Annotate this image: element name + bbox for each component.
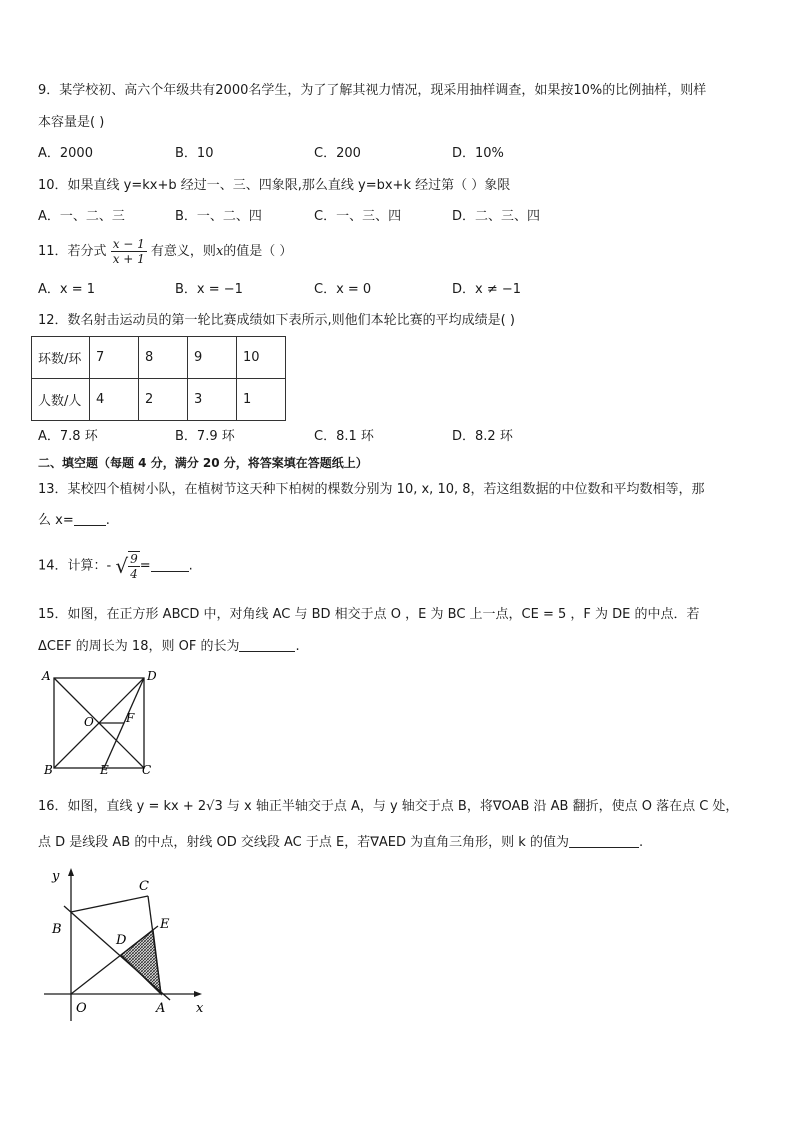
q12-score-table xyxy=(31,336,286,421)
q14-fraction xyxy=(128,551,140,581)
q16-label-y: y xyxy=(52,869,60,884)
q12-stem: 12．数名射击运动员的第一轮比赛成绩如下表所示,则他们本轮比赛的平均成绩是( ) xyxy=(38,313,515,328)
q15-prefix: ΔCEF 的周长为 18，则 OF 的长为 xyxy=(38,639,240,654)
q11-options xyxy=(38,281,758,299)
q16-segment-bc xyxy=(71,896,148,912)
q11-option-b: B．x = −1 xyxy=(175,282,243,297)
q16-label-d: D xyxy=(116,933,127,948)
q15-label-e: E xyxy=(100,763,109,777)
q14-answer-blank xyxy=(151,558,189,572)
q15-stem-line2 xyxy=(38,638,300,656)
q9-options xyxy=(38,145,758,163)
q12-option-b: B．7.9 环 xyxy=(175,429,235,444)
q15-suffix: . xyxy=(295,639,300,654)
q11-fraction xyxy=(111,237,147,266)
q9-option-d: D．10% xyxy=(452,146,504,161)
table-cell: 10 xyxy=(237,337,286,379)
table-cell: 7 xyxy=(90,337,139,379)
q11-option-c: C．x = 0 xyxy=(314,282,372,297)
q15-label-b: B xyxy=(44,763,53,777)
table-cell: 4 xyxy=(90,379,139,421)
q11-option-d: D．x ≠ −1 xyxy=(452,282,522,297)
q11-prefix: 11．若分式 xyxy=(38,244,107,259)
q16-answer-blank xyxy=(569,834,639,848)
q14-equals: = xyxy=(139,558,151,574)
q9-option-a: A．2000 xyxy=(38,146,93,161)
q12-option-a: A．7.8 环 xyxy=(38,429,98,444)
q11-option-a: A．x = 1 xyxy=(38,282,96,297)
q16-label-a: A xyxy=(156,1001,166,1016)
table-row xyxy=(32,337,286,379)
q16-stem-line1: 16．如图，直线 y = kx + 2√3 与 x 轴正半轴交于点 A，与 y 轴交于点 B，将∇OAB 沿 AB 翻折，使点 O 落在点 C 处， xyxy=(38,799,739,814)
q16-stem-line2 xyxy=(38,834,643,852)
q16-figure xyxy=(40,866,220,1026)
q16-label-c: C xyxy=(139,879,149,894)
q13-suffix: . xyxy=(105,513,110,528)
q10-stem: 10．如果直线 y=kx+b 经过一、三、四象限,那么直线 y=bx+k 经过第（ ）象限 xyxy=(38,178,511,193)
q15-label-o: O xyxy=(84,715,94,729)
table-cell: 环数/环 xyxy=(32,337,90,379)
q16-y-arrow-icon xyxy=(68,868,74,876)
q14-suffix: . xyxy=(188,558,193,574)
table-cell: 9 xyxy=(188,337,237,379)
q10-option-b: B．一、二、四 xyxy=(175,209,262,224)
q11-suffix: 的值是（ ） xyxy=(223,244,293,259)
q13-stem-line2 xyxy=(38,512,110,530)
q10-option-c: C．一、三、四 xyxy=(314,209,402,224)
q12-option-c: C．8.1 环 xyxy=(314,429,374,444)
q15-label-d: D xyxy=(147,669,157,683)
q16-label-b: B xyxy=(52,922,62,937)
q16-label-x: x xyxy=(196,1001,204,1016)
q10-option-d: D．二、三、四 xyxy=(452,209,541,224)
q16-label-e: E xyxy=(160,917,170,932)
q9-stem-line2: 本容量是( ) xyxy=(38,115,105,130)
q15-label-c: C xyxy=(142,763,152,777)
q12-options xyxy=(38,428,758,446)
table-cell: 3 xyxy=(188,379,237,421)
q15-answer-blank xyxy=(239,638,295,652)
q15-stem-line1: 15．如图，在正方形 ABCD 中，对角线 AC 与 BD 相交于点 O ，E 为 BC 上一点，CE = 5 ，F 为 DE 的中点．若 xyxy=(38,607,700,622)
q11-fraction-denominator: x + 1 xyxy=(112,252,145,266)
q13-stem-line1: 13．某校四个植树小队，在植树节这天种下柏树的棵数分别为 10, x, 10, 8，若这组数据的中位数和平均数相等，那 xyxy=(38,482,705,497)
q12-option-d: D．8.2 环 xyxy=(452,429,513,444)
q13-prefix: 么 x= xyxy=(38,513,74,528)
q11-var: x xyxy=(215,244,224,259)
q14-prefix: 14．计算：- xyxy=(38,558,112,574)
table-cell: 2 xyxy=(139,379,188,421)
q14-stem xyxy=(38,548,193,585)
q11-middle: 有意义，则 xyxy=(150,244,216,259)
q9-option-c: C．200 xyxy=(314,146,361,161)
q10-options xyxy=(38,208,758,226)
q15-label-a: A xyxy=(42,669,51,683)
q14-fraction-denominator: 4 xyxy=(130,567,138,581)
q16-label-o: O xyxy=(76,1001,87,1016)
q16-x-arrow-icon xyxy=(194,991,202,997)
q15-figure xyxy=(38,668,160,778)
q10-option-a: A．一、二、三 xyxy=(38,209,125,224)
table-cell: 8 xyxy=(139,337,188,379)
q9-stem-line1: 9．某学校初、高六个年级共有2000名学生，为了了解其视力情况，现采用抽样调查，如果按10%的比例抽样，则样 xyxy=(38,83,707,98)
table-cell: 人数/人 xyxy=(32,379,90,421)
section-title: 二、填空题（每题 4 分，满分 20 分，将答案填在答题纸上） xyxy=(38,456,368,470)
q11-stem xyxy=(38,236,292,268)
q13-answer-blank xyxy=(74,512,106,526)
q9-option-b: B．10 xyxy=(175,146,214,161)
q11-fraction-numerator: x − 1 xyxy=(112,237,145,251)
table-row xyxy=(32,379,286,421)
sqrt-icon: √ xyxy=(115,554,129,578)
q16-suffix: . xyxy=(638,835,644,850)
table-cell: 1 xyxy=(237,379,286,421)
q15-label-f: F xyxy=(126,711,135,725)
q16-prefix: 点 D 是线段 AB 的中点，射线 OD 交线段 AC 于点 E，若∇AED 为直角三角形，则 k 的值为 xyxy=(38,835,569,850)
q14-fraction-numerator: 9 xyxy=(130,552,138,566)
